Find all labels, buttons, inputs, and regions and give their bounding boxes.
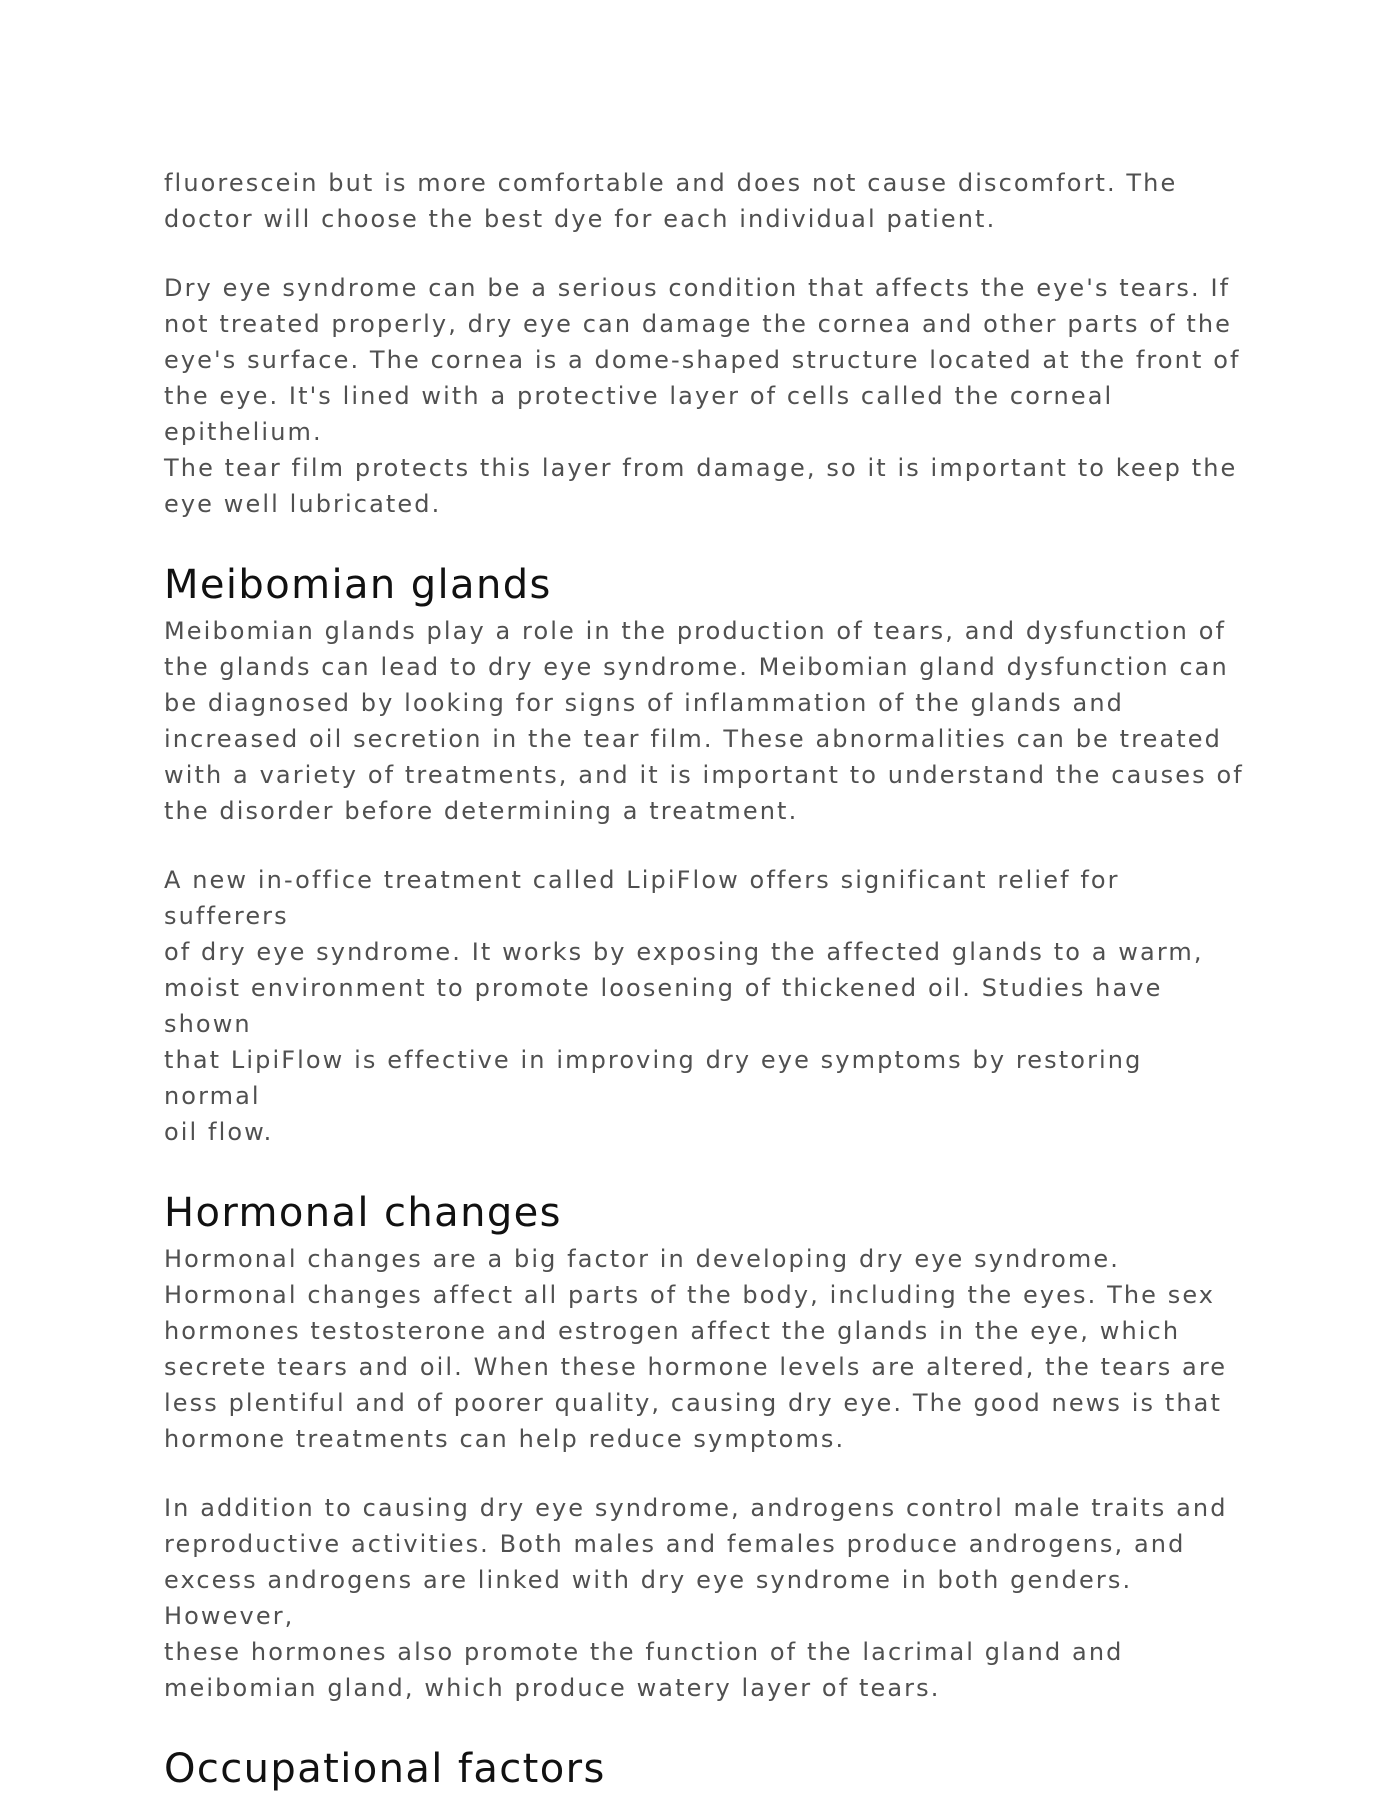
intro-paragraph-1: fluorescein but is more comfortable and does not cause discomfort. The doctor will choose the best dye for each individual patient. [164, 169, 1178, 233]
meibomian-paragraph-1: Meibomian glands play a role in the production of tears, and dysfunction of the glands can lead to dry eye syndrome. Meibomian gland dysfunction can be diagnosed by looking for signs of inflammation of the glands and increased oil secretion in the tear film. These abnormalities can be treated with a variety of treatments, and it is important to understand the causes of the disorder before determining a treatment. [164, 617, 1244, 825]
meibomian-paragraph-2: A new in-office treatment called LipiFlow offers significant relief for sufferers of dry eye syndrome. It works by exposing the affected glands to a warm, moist environment to promote loosening of thickened oil. Studies have shown that LipiFlow is effective in improving dry eye symptoms by restoring normal oil flow. [164, 866, 1204, 1146]
hormonal-paragraph-1: Hormonal changes are a big factor in developing dry eye syndrome. Hormonal changes affect all parts of the body, including the eyes. The sex hormones testosterone and estrogen affect the glands in the eye, which secrete tears and oil. When these hormone levels are altered, the tears are less plentiful and of poorer quality, causing dry eye. The good news is that hormone treatments can help reduce symptoms. [164, 1245, 1228, 1453]
document-page [164, 165, 1244, 1797]
section-heading-occupational-factors: Occupational factors [164, 1746, 606, 1792]
section-heading-meibomian-glands: Meibomian glands [164, 562, 552, 608]
hormonal-paragraph-2: In addition to causing dry eye syndrome, androgens control male traits and reproductive activities. Both males and females produce androgens, and excess androgens are linked with dry eye syndrome in both genders. However, these hormones also promote the function of the lacrimal gland and meibomian gland, which produce watery layer of tears. [164, 1494, 1228, 1702]
intro-paragraph-2: Dry eye syndrome can be a serious condition that affects the eye's tears. If not treated properly, dry eye can damage the cornea and other parts of the eye's surface. The cornea is a dome-shaped structure located at the front of the eye. It's lined with a protective layer of cells called the corneal epithelium. The tear film protects this layer from damage, so it is important to keep the eye well lubricated. [164, 274, 1241, 518]
section-heading-hormonal-changes: Hormonal changes [164, 1190, 562, 1236]
